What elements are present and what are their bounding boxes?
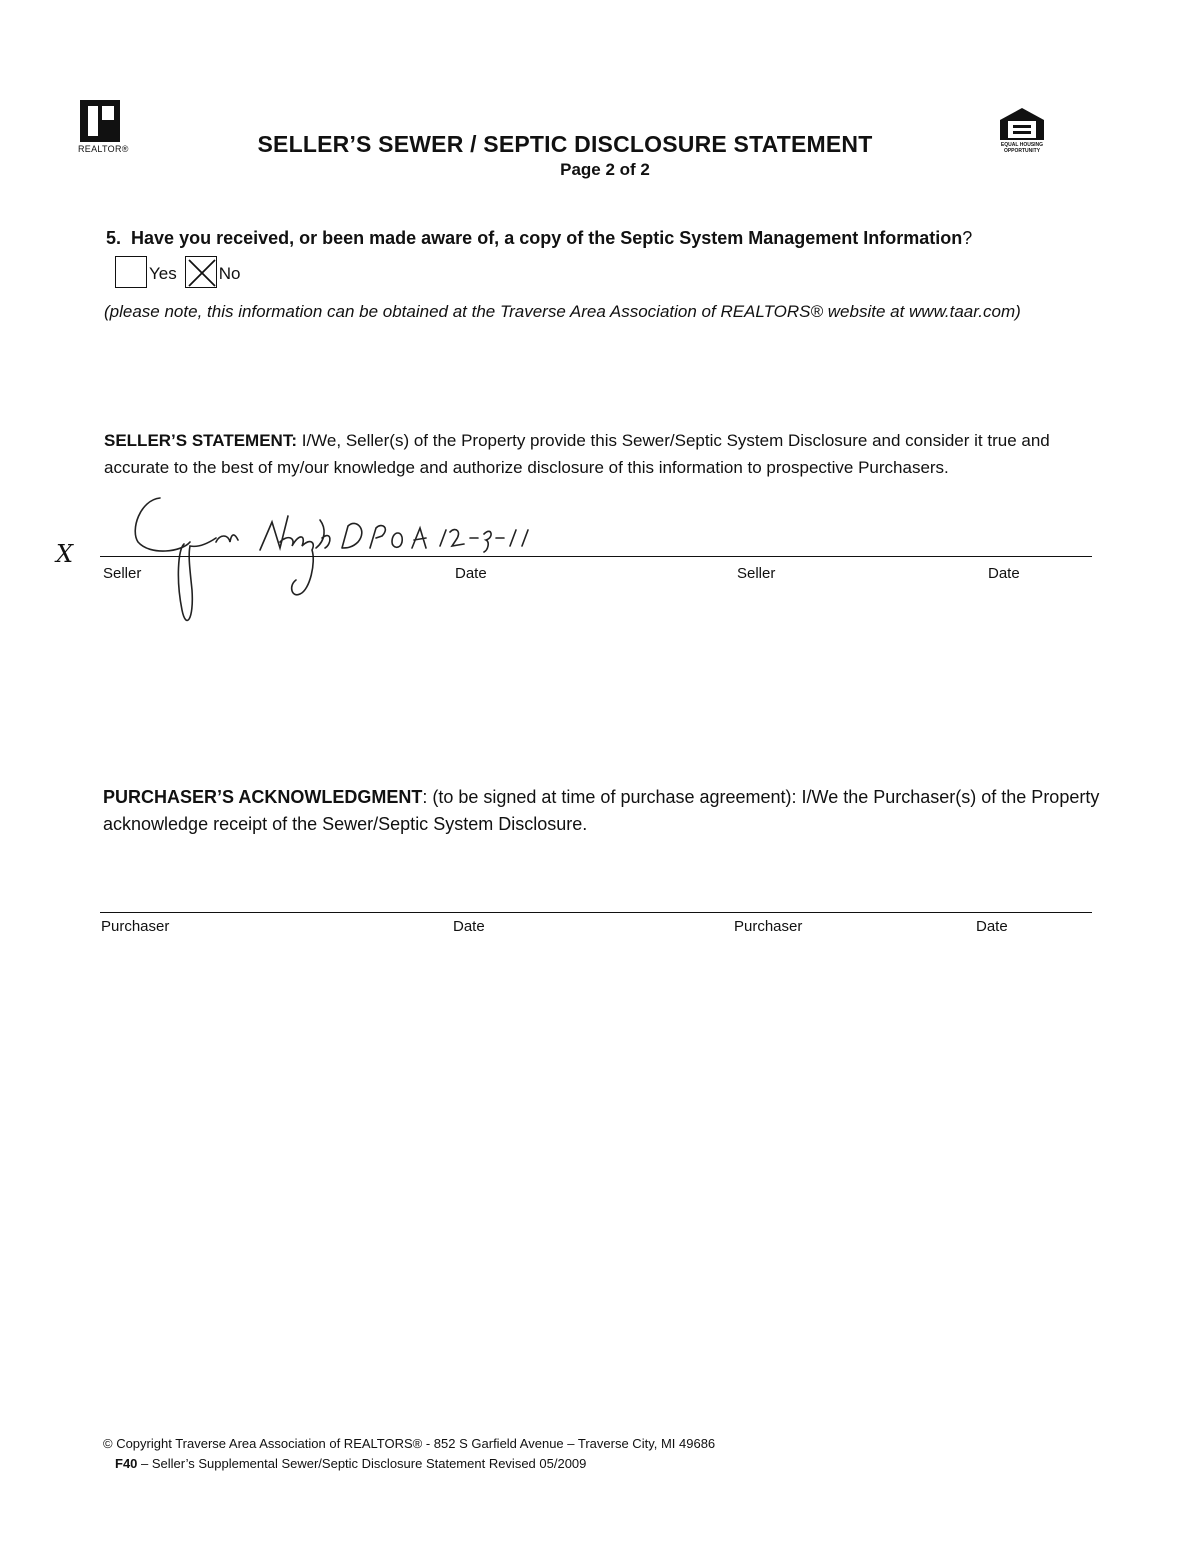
question-5-options — [115, 254, 248, 288]
purchaser-date-label-2: Date — [976, 918, 1008, 935]
page-indicator: Page 2 of 2 — [560, 160, 650, 179]
purchaser-signature-line — [100, 912, 1092, 913]
question-text: Have you received, or been made aware of, a copy of the Septic System Management Information — [131, 228, 963, 248]
seller-date-label-1: Date — [455, 565, 487, 582]
seller-label-1: Seller — [103, 565, 142, 582]
purchaser-date-label-1: Date — [453, 918, 485, 935]
purchaser-ack-text: : (to be signed at time of purchase agreement): I/We the Purchaser(s) of the Property acknowledge receipt of the Sewer/Septic System Disclosure. — [103, 787, 1100, 834]
purchaser-label-1: Purchaser — [101, 918, 170, 935]
question-number: 5. — [106, 228, 122, 248]
purchaser-acknowledgment — [103, 784, 1103, 838]
eho-line-1: EQUAL HOUSING — [1000, 142, 1044, 148]
question-mark: ? — [962, 228, 973, 248]
no-checkbox[interactable] — [185, 256, 217, 288]
no-label: No — [218, 264, 241, 283]
yes-label: Yes — [149, 264, 177, 283]
realtor-logo-label: REALTOR® — [78, 144, 129, 154]
document-title: SELLER’S SEWER / SEPTIC DISCLOSURE STATEMENT — [257, 131, 873, 157]
footer-copyright: © Copyright Traverse Area Association of REALTORS® - 852 S Garfield Avenue – Traverse City, MI 49686 — [103, 1436, 716, 1451]
seller-date-label-2: Date — [988, 565, 1020, 582]
purchaser-label-2: Purchaser — [734, 918, 803, 935]
seller-statement-heading: SELLER’S STATEMENT: — [104, 431, 297, 450]
eho-line-2: OPPORTUNITY — [1003, 148, 1041, 154]
purchaser-ack-heading: PURCHASER’S ACKNOWLEDGMENT — [103, 787, 423, 807]
checkbox-x-mark-icon — [186, 257, 218, 289]
footer-form-info — [115, 1456, 586, 1471]
question-5 — [106, 228, 972, 249]
seller-signature-line — [100, 556, 1092, 557]
seller-statement-text: I/We, Seller(s) of the Property provide this Sewer/Septic System Disclosure and consider it true and accurate to the best of my/our knowledge and authorize disclosure of this information to prospective Purchasers. — [104, 431, 1050, 477]
seller-statement — [104, 427, 1104, 481]
footer-form-text: – Seller’s Supplemental Sewer/Septic Disclosure Statement Revised 05/2009 — [137, 1456, 587, 1471]
yes-checkbox[interactable] — [115, 256, 147, 288]
seller-label-2: Seller — [737, 565, 776, 582]
info-note: (please note, this information can be obtained at the Traverse Area Association of REALTORS® website at www.taar.com) — [104, 302, 1021, 321]
signature-x-mark: X — [56, 540, 74, 568]
footer-form-code: F40 — [115, 1456, 138, 1471]
seller-handwritten-signature — [120, 490, 560, 635]
